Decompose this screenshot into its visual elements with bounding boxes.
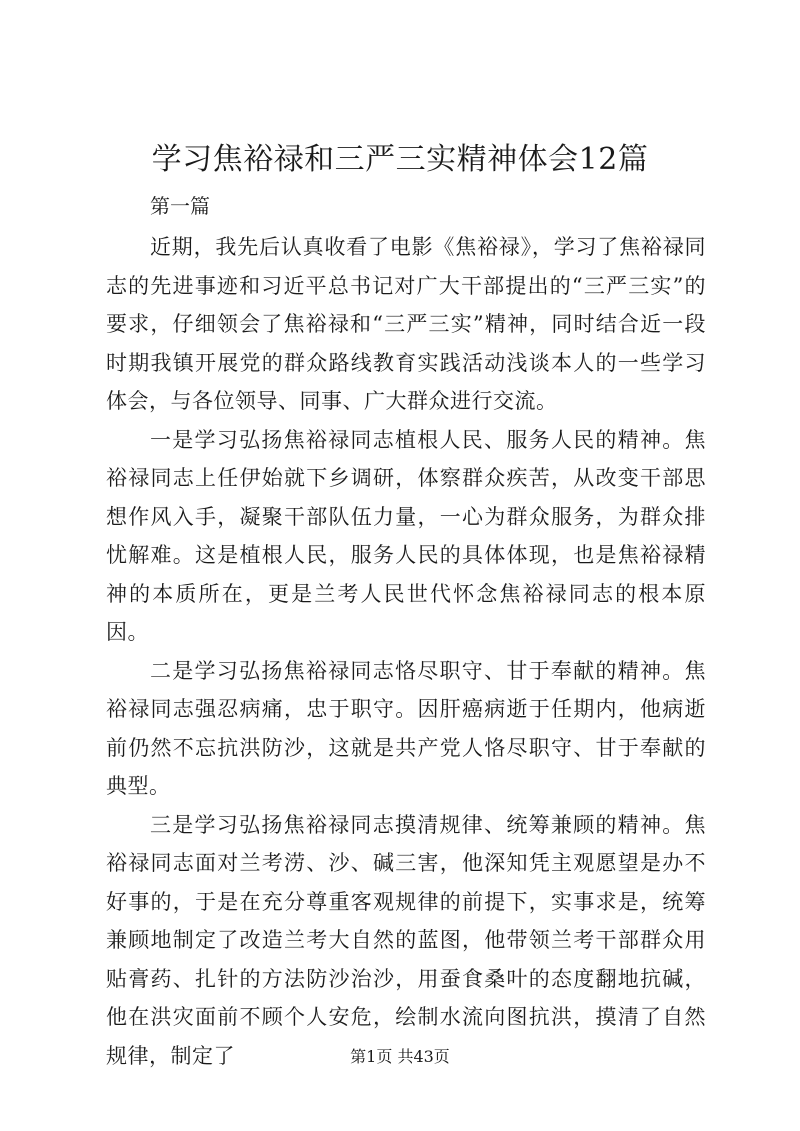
paragraph-point-three: 三是学习弘扬焦裕禄同志摸清规律、统筹兼顾的精神。焦裕禄同志面对兰考涝、沙、碱三害，他深知凭主观愿望是办不好事的，于是在充分尊重客观规律的前提下，实事求是，统筹兼顾地制定了改造兰考大自然的蓝图，他带领兰考干部群众用贴膏药、扎针的方法防沙治沙，用蚕食桑叶的态度翻地抗碱，他在洪灾面前不顾个人安危，绘制水流向图抗洪，摸清了自然规律，制定了 — [106, 812, 706, 1068]
page-footer: 第1页 共43页 — [350, 1047, 450, 1066]
section-label: 第一篇 — [150, 194, 210, 218]
paragraph-point-two: 二是学习弘扬焦裕禄同志恪尽职守、甘于奉献的精神。焦裕禄同志强忍病痛，忠于职守。因肝癌病逝于任期内，他病逝前仍然不忘抗洪防沙，这就是共产党人恪尽职守、甘于奉献的典型。 — [106, 658, 706, 798]
document-title: 学习焦裕禄和三严三实精神体会12篇 — [151, 142, 649, 177]
document-body — [106, 228, 706, 1075]
paragraph-intro: 近期，我先后认真收看了电影《焦裕禄》，学习了焦裕禄同志的先进事迹和习近平总书记对广大干部提出的“三严三实”的要求，仔细领会了焦裕禄和“三严三实”精神，同时结合近一段时期我镇开展党的群众路线教育实践活动浅谈本人的一些学习体会，与各位领导、同事、广大群众进行交流。 — [106, 235, 706, 413]
paragraph-point-one: 一是学习弘扬焦裕禄同志植根人民、服务人民的精神。焦裕禄同志上任伊始就下乡调研，体察群众疾苦，从改变干部思想作风入手，凝聚干部队伍力量，一心为群众服务，为群众排忧解难。这是植根人民，服务人民的具体体现，也是焦裕禄精神的本质所在，更是兰考人民世代怀念焦裕禄同志的根本原因。 — [106, 427, 706, 644]
